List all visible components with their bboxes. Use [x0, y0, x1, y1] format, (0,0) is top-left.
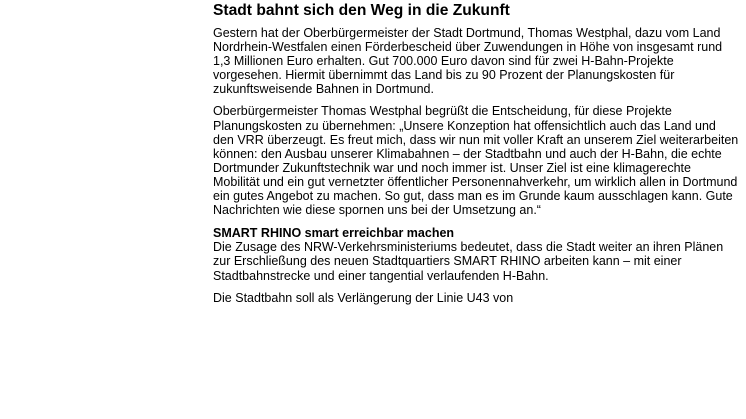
article-paragraph: Oberbürgermeister Thomas Westphal begrüßt die Entscheidung, für diese Projekte Planungskosten zu übernehmen: „Unsere Konzeption hat offensichtlich auch das Land und den VRR überzeugt. Es freut mich, dass wir nun mit voller Kraft an unserem Ziel weiterarbeiten können: den Ausbau unserer Klimabahnen – der Stadtbahn und auch der H-Bahn, die echte Dortmunder Zukunftstechnik war und noch immer ist. Unser Ziel ist eine klimagerechte Mobilität und ein gut vernetzter öffentlicher Personennahverkehr, um wirklich allen in Dortmund ein gutes Angebot zu machen. So gut, dass man es im Grunde kaum ausschlagen kann. Gute Nachrichten wie diese spornen uns bei der Umsetzung an.“: [213, 104, 739, 218]
article-paragraph-partial: Die Stadtbahn soll als Verlängerung der Linie U43 von: [213, 290, 514, 305]
article-headline: Stadt bahnt sich den Weg in die Zukunft: [213, 2, 510, 19]
article-paragraph: Die Zusage des NRW-Verkehrsministeriums bedeutet, dass die Stadt weiter an ihren Plänen zur Erschließung des neuen Stadtquartiers SMART RHINO arbeiten kann – mit einer Stadtbahnstrecke und einer tangential verlaufenden H-Bahn.: [213, 240, 724, 283]
article-paragraph: Gestern hat der Oberbürgermeister der Stadt Dortmund, Thomas Westphal, dazu vom Land Nordrhein-Westfalen einen Förderbescheid über Zuwendungen in Höhe von insgesamt rund 1,3 Millionen Euro erhalten. Gut 700.000 Euro davon sind für zwei H-Bahn-Projekte vorgesehen. Hiermit übernimmt das Land bis zu 90 Prozent der Planungskosten für zukunftsweisende Bahnen in Dortmund.: [213, 26, 723, 97]
article: [213, 0, 739, 305]
section-subheading: SMART RHINO smart erreichbar machen: [213, 226, 455, 241]
